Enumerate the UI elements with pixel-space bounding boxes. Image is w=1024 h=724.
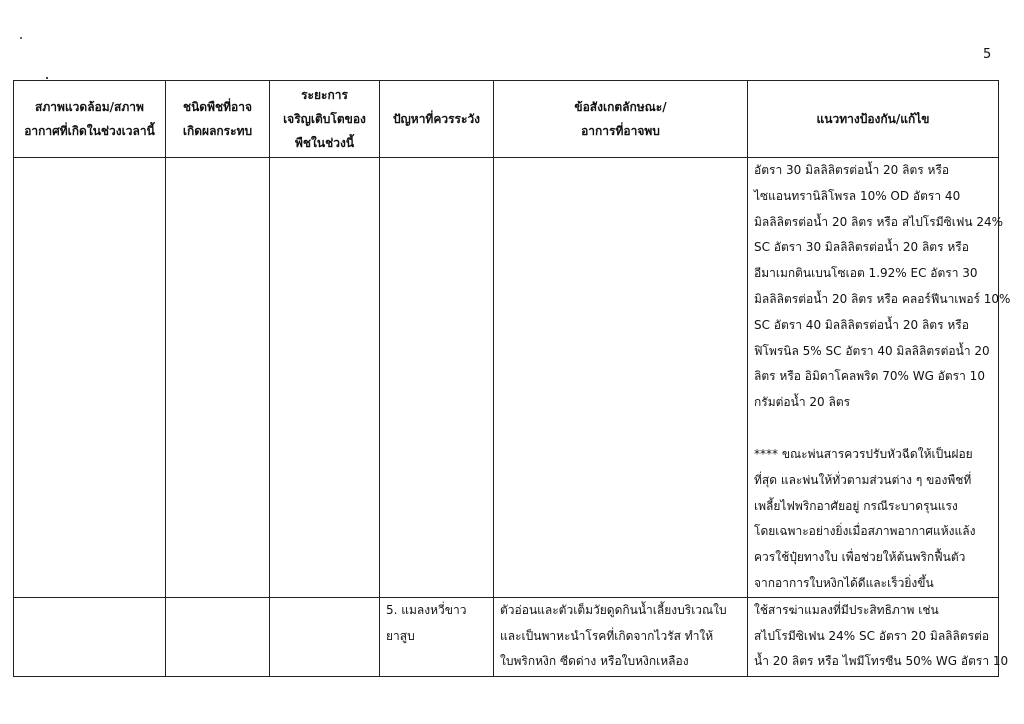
pest-management-table xyxy=(13,80,1011,677)
header-prevention: แนวทางป้องกัน/แก้ไข xyxy=(748,81,999,158)
header-symptoms: ข้อสังเกตลักษณะ/ อาการที่อาจพบ xyxy=(494,81,748,158)
cell-problem xyxy=(380,158,494,598)
header-environment: สภาพแวดล้อม/สภาพ อากาศที่เกิดในช่วงเวลานี้ xyxy=(14,81,166,158)
cell-prevention xyxy=(748,597,1009,676)
table-row xyxy=(14,597,999,676)
cell-symptoms xyxy=(494,597,748,676)
symptoms-text: ตัวอ่อนและตัวเต็มวัยดูดกินน้ำเลี้ยงบริเวณใบ และเป็นพาหะนำโรคที่เกิดจากไวรัส ทำให้ ใบพริกหงิก ซีดด่าง หรือใบหงิกเหลือง xyxy=(500,602,727,669)
header-growth-stage: ระยะการ เจริญเติบโตของ พืชในช่วงนี้ xyxy=(270,81,380,158)
cell-growth-stage xyxy=(270,597,380,676)
scan-speck xyxy=(20,37,22,39)
cell-crop xyxy=(166,597,270,676)
prevention-text: ใช้สารฆ่าแมลงที่มีประสิทธิภาพ เช่น สไปโรมีซิเฟน 24% SC อัตรา 20 มิลลิลิตรต่อ น้ำ 20 ลิตร หรือ ไพมีโทรซีน 50% WG อัตรา 10 xyxy=(754,602,1009,669)
table-row xyxy=(14,158,999,598)
cell-crop xyxy=(166,158,270,598)
cell-symptoms xyxy=(494,158,748,598)
header-affected-crop: ชนิดพืชที่อาจ เกิดผลกระทบ xyxy=(166,81,270,158)
problem-text: 5. แมลงหวี่ขาว ยาสูบ xyxy=(386,602,467,643)
scan-speck xyxy=(46,77,48,79)
table-header-row xyxy=(14,81,999,158)
cell-environment xyxy=(14,597,166,676)
cell-prevention xyxy=(748,158,1011,598)
cell-growth-stage xyxy=(270,158,380,598)
cell-problem xyxy=(380,597,494,676)
page-number: 5 xyxy=(983,47,992,62)
cell-environment xyxy=(14,158,166,598)
header-problems: ปัญหาที่ควรระวัง xyxy=(380,81,494,158)
prevention-text: อัตรา 30 มิลลิลิตรต่อน้ำ 20 ลิตร หรือ ไซแอนทรานิลิโพรล 10% OD อัตรา 40 มิลลิลิตรต่อน้ำ 20 ลิตร หรือ สไปโรมีซิเฟน 24% SC อัตรา 30 มิลลิลิตรต่อน้ำ 20 ลิตร หรือ อีมาเมกตินเบนโซเอต 1.92% EC อัตรา 30 มิลลิลิตรต่อน้ำ 20 ลิตร หรือ คลอร์ฟีนาเพอร์ 10% SC อัตรา 40 มิลลิลิตรต่อน้ำ 20 ลิตร หรือ ฟิโพรนิล 5% SC อัตรา 40 มิลลิลิตรต่อน้ำ 20 ลิตร หรือ อิมิดาโคลพริด 70% WG อัตรา 10 กรัมต่อน้ำ 20 ลิตร **** ขณะพ่นสารควรปรับหัวฉีดให้เป็นฝอย ที่สุด และพ่นให้ทั่วตามส่วนต่าง ๆ ของพืชที่ เพลี้ยไฟพริกอาศัยอยู่ กรณีระบาดรุนแรง โดยเฉพาะอย่างยิ่งเมื่อสภาพอากาศแห้งแล้ง ควรใช้ปุ๋ยทางใบ เพื่อช่วยให้ต้นพริกฟื้นตัว จากอาการใบหงิกได้ดีและเร็วยิ่งขึ้น xyxy=(754,163,1011,590)
